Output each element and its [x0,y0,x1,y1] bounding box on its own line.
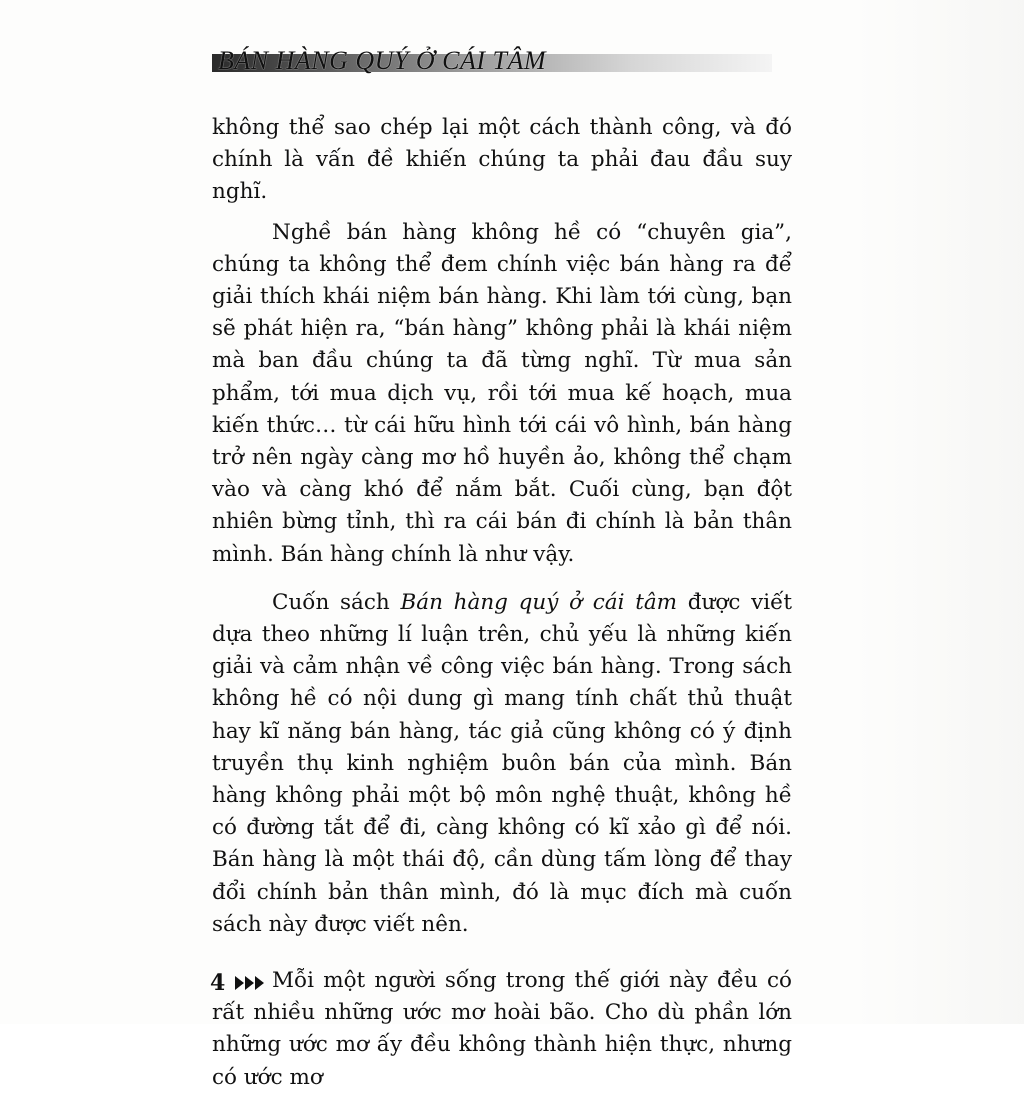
paragraph-3 [212,587,792,941]
paragraph-3-rest: được viết dựa theo những lí luận trên, chủ yếu là những kiến giải và cảm nhận về công việc bán hàng. Trong sách không hề có nội dung gì mang tính chất thủ thuật hay kĩ năng bán hàng, tác giả cũng không có ý định truyền thụ kinh nghiệm buôn bán của mình. Bán hàng không phải một bộ môn nghệ thuật, không hề có đường tắt để đi, càng không có kĩ xảo gì để nói. Bán hàng là một thái độ, cần dùng tấm lòng để thay đổi chính bản thân mình, đó là mục đích mà cuốn sách này được viết nên. [212,589,792,937]
page-number: 4 [210,970,226,996]
paragraph-4: Mỗi một người sống trong thế giới này đều có rất nhiều những ước mơ hoài bão. Cho dù phần lớn những ước mơ ấy đều không thành hiện thực, nhưng có ước mơ [212,968,792,1090]
page-footer [210,970,265,996]
paragraph-2: Nghề bán hàng không hề có “chuyên gia”, chúng ta không thể đem chính việc bán hàng ra để giải thích khái niệm bán hàng. Khi làm tới cùng, bạn sẽ phát hiện ra, “bán hàng” không phải là khái niệm mà ban đầu chúng ta đã từng nghĩ. Từ mua sản phẩm, tới mua dịch vụ, rồi tới mua kế hoạch, mua kiến thức… từ cái hữu hình tới cái vô hình, bán hàng trở nên ngày càng mơ hồ huyền ảo, không thể chạm vào và càng khó để nắm bắt. Cuối cùng, bạn đột nhiên bừng tỉnh, thì ra cái bán đi chính là bản thân mình. Bán hàng chính là như vậy. [212,219,792,567]
book-title-italic: Bán hàng quý ở cái tâm [400,589,678,615]
triple-arrow-icon [235,976,265,990]
paragraph-1: không thể sao chép lại một cách thành công, và đó chính là vấn đề khiến chúng ta phải đau đầu suy nghĩ. [212,115,792,205]
body-text [212,112,792,1094]
paragraph-3-start: Cuốn sách [272,589,401,615]
running-header [212,46,772,76]
page-shadow [854,0,1024,1024]
header-title: BÁN HÀNG QUÝ Ở CÁI TÂM [218,46,547,75]
